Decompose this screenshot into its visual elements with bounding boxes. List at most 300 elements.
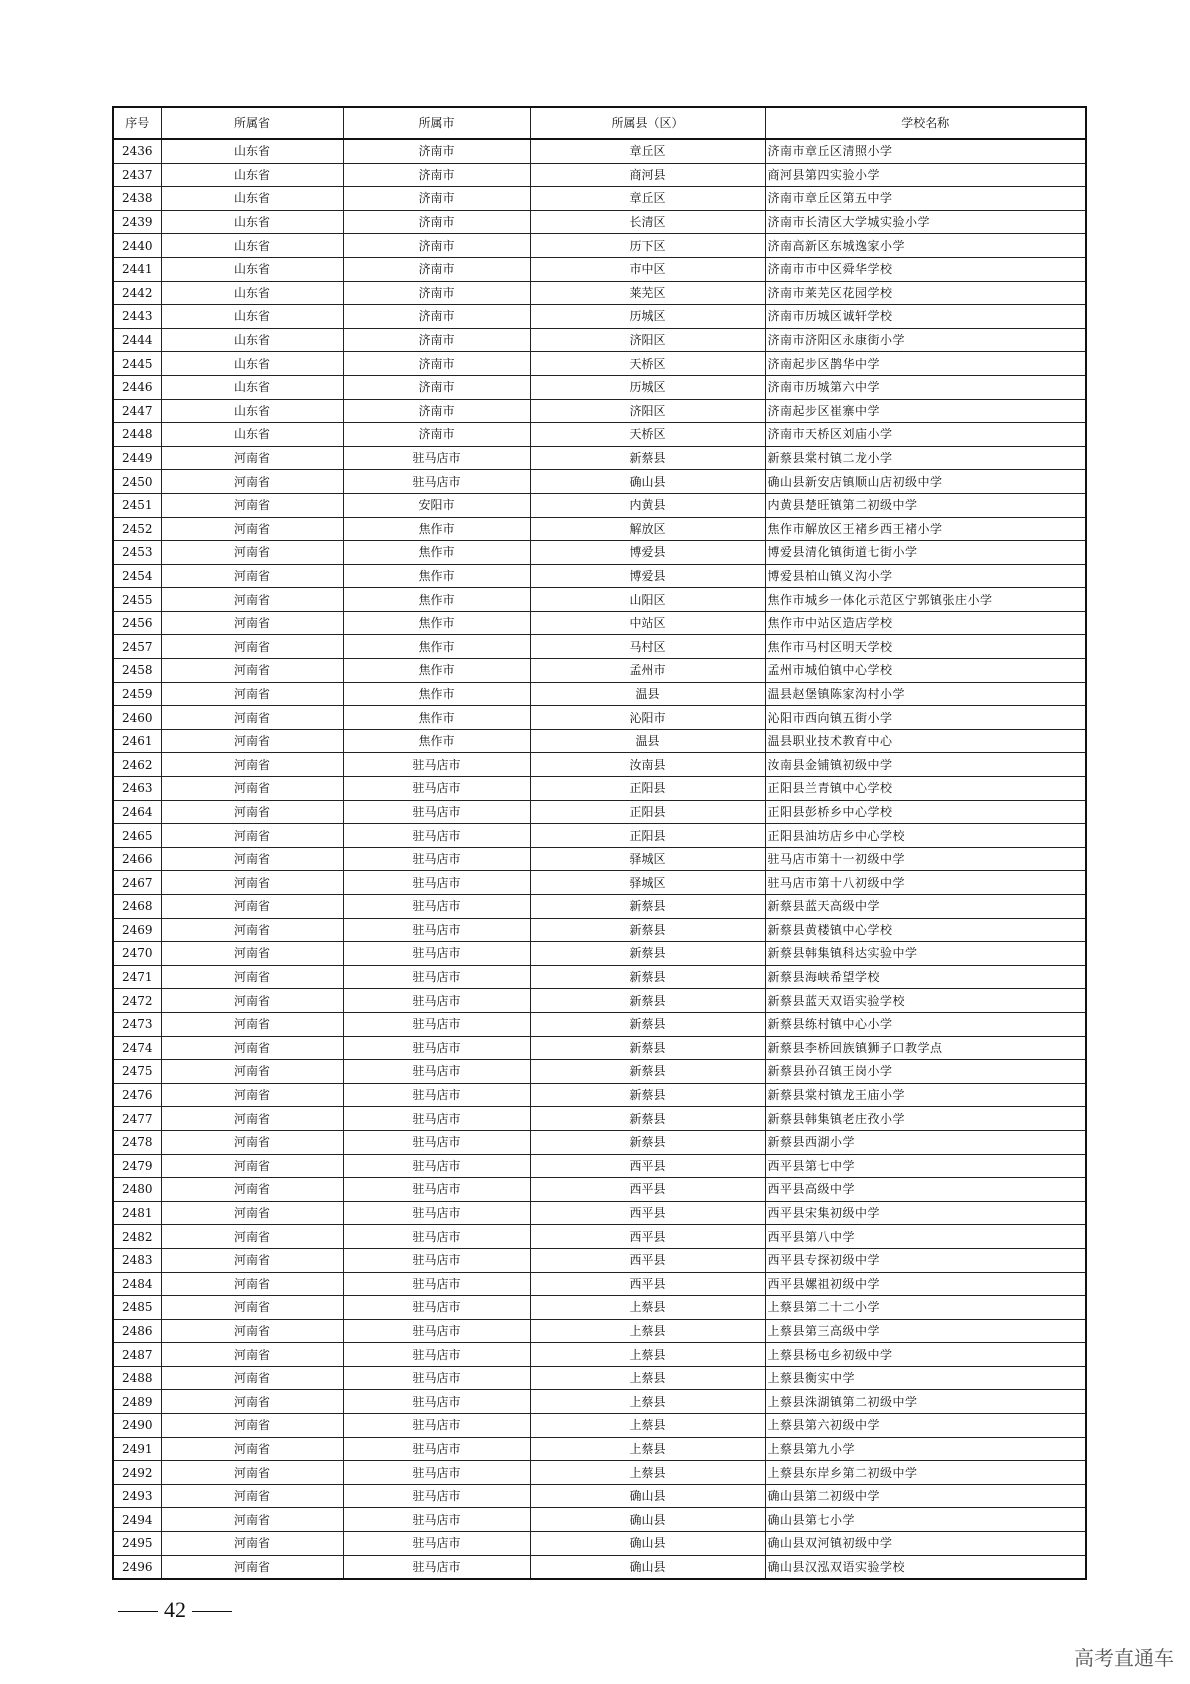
cell-city: 驻马店市: [343, 1366, 530, 1390]
cell-province: 山东省: [161, 187, 343, 211]
cell-school-name: 济南市章丘区清照小学: [765, 139, 1086, 163]
cell-serial: 2446: [113, 375, 161, 399]
cell-school-name: 上蔡县杨屯乡初级中学: [765, 1343, 1086, 1367]
cell-serial: 2481: [113, 1201, 161, 1225]
table-row: [113, 1107, 1086, 1131]
cell-city: 焦作市: [343, 635, 530, 659]
cell-city: 济南市: [343, 352, 530, 376]
cell-province: 河南省: [161, 541, 343, 565]
cell-county: 解放区: [530, 517, 765, 541]
cell-city: 焦作市: [343, 564, 530, 588]
table-row: [113, 1201, 1086, 1225]
cell-province: 河南省: [161, 1532, 343, 1556]
cell-serial: 2462: [113, 753, 161, 777]
cell-province: 河南省: [161, 777, 343, 801]
table-row: [113, 1036, 1086, 1060]
page-number: 42: [164, 1597, 186, 1622]
table-header-row: [113, 107, 1086, 139]
cell-school-name: 新蔡县黄楼镇中心学校: [765, 918, 1086, 942]
cell-school-name: 新蔡县棠村镇二龙小学: [765, 446, 1086, 470]
cell-school-name: 新蔡县孙召镇王岗小学: [765, 1060, 1086, 1084]
cell-school-name: 确山县第二初级中学: [765, 1484, 1086, 1508]
cell-city: 驻马店市: [343, 1343, 530, 1367]
cell-school-name: 焦作市中站区造店学校: [765, 611, 1086, 635]
cell-county: 历城区: [530, 305, 765, 329]
cell-county: 天桥区: [530, 352, 765, 376]
cell-city: 济南市: [343, 399, 530, 423]
cell-province: 山东省: [161, 257, 343, 281]
cell-school-name: 西平县高级中学: [765, 1178, 1086, 1202]
cell-school-name: 济南市莱芜区花园学校: [765, 281, 1086, 305]
table-row: [113, 1532, 1086, 1556]
cell-city: 焦作市: [343, 611, 530, 635]
cell-county: 新蔡县: [530, 1107, 765, 1131]
cell-serial: 2469: [113, 918, 161, 942]
cell-city: 焦作市: [343, 682, 530, 706]
cell-school-name: 新蔡县李桥回族镇狮子口教学点: [765, 1036, 1086, 1060]
cell-serial: 2445: [113, 352, 161, 376]
cell-serial: 2449: [113, 446, 161, 470]
cell-province: 河南省: [161, 847, 343, 871]
cell-province: 河南省: [161, 1012, 343, 1036]
cell-serial: 2456: [113, 611, 161, 635]
table-row: [113, 1248, 1086, 1272]
cell-city: 焦作市: [343, 588, 530, 612]
cell-county: 商河县: [530, 163, 765, 187]
header-county: 所属县（区）: [530, 107, 765, 139]
cell-serial: 2460: [113, 706, 161, 730]
cell-city: 济南市: [343, 423, 530, 447]
table-row: [113, 234, 1086, 258]
cell-city: 驻马店市: [343, 942, 530, 966]
cell-school-name: 博爱县柏山镇义沟小学: [765, 564, 1086, 588]
cell-province: 山东省: [161, 234, 343, 258]
cell-school-name: 西平县第八中学: [765, 1225, 1086, 1249]
table-row: [113, 824, 1086, 848]
cell-serial: 2440: [113, 234, 161, 258]
cell-school-name: 新蔡县西湖小学: [765, 1130, 1086, 1154]
cell-county: 确山县: [530, 470, 765, 494]
cell-county: 新蔡县: [530, 1060, 765, 1084]
cell-city: 驻马店市: [343, 800, 530, 824]
cell-province: 河南省: [161, 1508, 343, 1532]
table-row: [113, 564, 1086, 588]
cell-school-name: 济南高新区东城逸家小学: [765, 234, 1086, 258]
cell-county: 新蔡县: [530, 1012, 765, 1036]
cell-school-name: 正阳县兰青镇中心学校: [765, 777, 1086, 801]
cell-county: 章丘区: [530, 187, 765, 211]
table-row: [113, 1083, 1086, 1107]
cell-county: 新蔡县: [530, 1083, 765, 1107]
cell-serial: 2486: [113, 1319, 161, 1343]
cell-serial: 2448: [113, 423, 161, 447]
cell-county: 历下区: [530, 234, 765, 258]
cell-serial: 2470: [113, 942, 161, 966]
cell-county: 马村区: [530, 635, 765, 659]
cell-serial: 2490: [113, 1414, 161, 1438]
cell-province: 河南省: [161, 1461, 343, 1485]
page-number-footer: [112, 1597, 238, 1623]
cell-school-name: 温县赵堡镇陈家沟村小学: [765, 682, 1086, 706]
cell-school-name: 西平县嫘祖初级中学: [765, 1272, 1086, 1296]
table-row: [113, 352, 1086, 376]
cell-serial: 2476: [113, 1083, 161, 1107]
cell-serial: 2493: [113, 1484, 161, 1508]
cell-county: 新蔡县: [530, 446, 765, 470]
cell-county: 汝南县: [530, 753, 765, 777]
cell-province: 河南省: [161, 1437, 343, 1461]
cell-province: 河南省: [161, 682, 343, 706]
cell-city: 驻马店市: [343, 1437, 530, 1461]
cell-serial: 2487: [113, 1343, 161, 1367]
cell-city: 驻马店市: [343, 470, 530, 494]
cell-serial: 2474: [113, 1036, 161, 1060]
cell-county: 确山县: [530, 1555, 765, 1579]
cell-province: 河南省: [161, 1366, 343, 1390]
cell-serial: 2452: [113, 517, 161, 541]
cell-county: 西平县: [530, 1154, 765, 1178]
cell-county: 新蔡县: [530, 918, 765, 942]
cell-province: 河南省: [161, 1272, 343, 1296]
cell-city: 安阳市: [343, 493, 530, 517]
table-row: [113, 1225, 1086, 1249]
table-row: [113, 729, 1086, 753]
cell-county: 中站区: [530, 611, 765, 635]
cell-province: 河南省: [161, 635, 343, 659]
cell-city: 济南市: [343, 139, 530, 163]
cell-city: 济南市: [343, 375, 530, 399]
cell-serial: 2494: [113, 1508, 161, 1532]
cell-school-name: 新蔡县棠村镇龙王庙小学: [765, 1083, 1086, 1107]
table-row: [113, 470, 1086, 494]
cell-serial: 2437: [113, 163, 161, 187]
cell-city: 驻马店市: [343, 1319, 530, 1343]
cell-city: 焦作市: [343, 706, 530, 730]
cell-school-name: 新蔡县蓝天双语实验学校: [765, 989, 1086, 1013]
table-row: [113, 517, 1086, 541]
cell-school-name: 确山县第七小学: [765, 1508, 1086, 1532]
cell-city: 驻马店市: [343, 871, 530, 895]
table-row: [113, 1508, 1086, 1532]
cell-county: 济阳区: [530, 399, 765, 423]
cell-county: 孟州市: [530, 659, 765, 683]
cell-city: 驻马店市: [343, 446, 530, 470]
header-school-name: 学校名称: [765, 107, 1086, 139]
cell-serial: 2444: [113, 328, 161, 352]
cell-school-name: 驻马店市第十一初级中学: [765, 847, 1086, 871]
cell-school-name: 焦作市马村区明天学校: [765, 635, 1086, 659]
cell-serial: 2484: [113, 1272, 161, 1296]
table-row: [113, 1154, 1086, 1178]
cell-city: 济南市: [343, 328, 530, 352]
cell-school-name: 驻马店市第十八初级中学: [765, 871, 1086, 895]
table-row: [113, 918, 1086, 942]
cell-city: 驻马店市: [343, 1484, 530, 1508]
cell-serial: 2451: [113, 493, 161, 517]
table-row: [113, 281, 1086, 305]
cell-county: 正阳县: [530, 777, 765, 801]
footer-dash-left: [118, 1611, 158, 1612]
cell-serial: 2439: [113, 210, 161, 234]
table-row: [113, 187, 1086, 211]
watermark-text: 高考直通车: [1074, 1646, 1174, 1670]
cell-serial: 2458: [113, 659, 161, 683]
cell-county: 沁阳市: [530, 706, 765, 730]
table-row: [113, 1296, 1086, 1320]
cell-county: 驿城区: [530, 871, 765, 895]
cell-county: 新蔡县: [530, 1130, 765, 1154]
table-row: [113, 328, 1086, 352]
cell-serial: 2482: [113, 1225, 161, 1249]
table-row: [113, 1366, 1086, 1390]
table-row: [113, 682, 1086, 706]
table-row: [113, 1390, 1086, 1414]
cell-serial: 2463: [113, 777, 161, 801]
cell-serial: 2443: [113, 305, 161, 329]
cell-province: 河南省: [161, 611, 343, 635]
cell-province: 河南省: [161, 446, 343, 470]
cell-school-name: 新蔡县韩集镇科达实验中学: [765, 942, 1086, 966]
cell-province: 河南省: [161, 1319, 343, 1343]
cell-province: 山东省: [161, 281, 343, 305]
cell-school-name: 确山县汉泓双语实验学校: [765, 1555, 1086, 1579]
cell-serial: 2475: [113, 1060, 161, 1084]
cell-province: 山东省: [161, 399, 343, 423]
cell-county: 新蔡县: [530, 895, 765, 919]
cell-province: 山东省: [161, 305, 343, 329]
header-city: 所属市: [343, 107, 530, 139]
table-row: [113, 1461, 1086, 1485]
table-row: [113, 800, 1086, 824]
cell-school-name: 济南市市中区舜华学校: [765, 257, 1086, 281]
cell-province: 山东省: [161, 352, 343, 376]
cell-serial: 2453: [113, 541, 161, 565]
cell-province: 河南省: [161, 1083, 343, 1107]
cell-county: 西平县: [530, 1248, 765, 1272]
cell-serial: 2455: [113, 588, 161, 612]
cell-province: 山东省: [161, 210, 343, 234]
cell-serial: 2454: [113, 564, 161, 588]
cell-county: 长清区: [530, 210, 765, 234]
cell-county: 天桥区: [530, 423, 765, 447]
cell-school-name: 上蔡县洙湖镇第二初级中学: [765, 1390, 1086, 1414]
cell-city: 驻马店市: [343, 1178, 530, 1202]
table-row: [113, 446, 1086, 470]
cell-serial: 2459: [113, 682, 161, 706]
cell-county: 上蔡县: [530, 1319, 765, 1343]
cell-serial: 2496: [113, 1555, 161, 1579]
cell-school-name: 确山县双河镇初级中学: [765, 1532, 1086, 1556]
cell-school-name: 济南起步区鹊华中学: [765, 352, 1086, 376]
cell-school-name: 孟州市城伯镇中心学校: [765, 659, 1086, 683]
cell-county: 山阳区: [530, 588, 765, 612]
table-row: [113, 989, 1086, 1013]
cell-school-name: 博爱县清化镇街道七街小学: [765, 541, 1086, 565]
cell-city: 济南市: [343, 210, 530, 234]
cell-province: 山东省: [161, 139, 343, 163]
cell-county: 上蔡县: [530, 1414, 765, 1438]
cell-school-name: 西平县宋集初级中学: [765, 1201, 1086, 1225]
cell-county: 西平县: [530, 1201, 765, 1225]
cell-city: 驻马店市: [343, 1390, 530, 1414]
table-row: [113, 1343, 1086, 1367]
table-row: [113, 1484, 1086, 1508]
cell-serial: 2467: [113, 871, 161, 895]
cell-serial: 2473: [113, 1012, 161, 1036]
cell-city: 驻马店市: [343, 1248, 530, 1272]
cell-province: 河南省: [161, 470, 343, 494]
cell-serial: 2465: [113, 824, 161, 848]
cell-serial: 2471: [113, 965, 161, 989]
header-province: 所属省: [161, 107, 343, 139]
cell-city: 驻马店市: [343, 1201, 530, 1225]
cell-city: 焦作市: [343, 659, 530, 683]
table-row: [113, 375, 1086, 399]
cell-province: 河南省: [161, 895, 343, 919]
table-body: [113, 139, 1086, 1579]
cell-school-name: 上蔡县第二十二小学: [765, 1296, 1086, 1320]
cell-province: 河南省: [161, 706, 343, 730]
cell-school-name: 济南市天桥区刘庙小学: [765, 423, 1086, 447]
cell-province: 山东省: [161, 328, 343, 352]
cell-city: 驻马店市: [343, 989, 530, 1013]
cell-county: 上蔡县: [530, 1461, 765, 1485]
cell-county: 确山县: [530, 1484, 765, 1508]
cell-province: 河南省: [161, 517, 343, 541]
cell-province: 河南省: [161, 1484, 343, 1508]
cell-school-name: 新蔡县海峡希望学校: [765, 965, 1086, 989]
cell-serial: 2457: [113, 635, 161, 659]
table-row: [113, 777, 1086, 801]
cell-county: 济阳区: [530, 328, 765, 352]
cell-county: 西平县: [530, 1225, 765, 1249]
cell-school-name: 济南市历城区诚轩学校: [765, 305, 1086, 329]
cell-city: 焦作市: [343, 729, 530, 753]
cell-school-name: 上蔡县第九小学: [765, 1437, 1086, 1461]
cell-school-name: 温县职业技术教育中心: [765, 729, 1086, 753]
table-row: [113, 588, 1086, 612]
cell-province: 河南省: [161, 1248, 343, 1272]
cell-province: 山东省: [161, 423, 343, 447]
cell-serial: 2480: [113, 1178, 161, 1202]
cell-county: 温县: [530, 682, 765, 706]
cell-serial: 2478: [113, 1130, 161, 1154]
cell-province: 河南省: [161, 965, 343, 989]
table-row: [113, 895, 1086, 919]
cell-serial: 2472: [113, 989, 161, 1013]
cell-school-name: 上蔡县衡实中学: [765, 1366, 1086, 1390]
cell-province: 河南省: [161, 1343, 343, 1367]
cell-school-name: 汝南县金铺镇初级中学: [765, 753, 1086, 777]
cell-school-name: 沁阳市西向镇五街小学: [765, 706, 1086, 730]
table-row: [113, 1319, 1086, 1343]
table-row: [113, 541, 1086, 565]
cell-city: 驻马店市: [343, 1154, 530, 1178]
cell-county: 确山县: [530, 1532, 765, 1556]
table-row: [113, 611, 1086, 635]
cell-school-name: 正阳县彭桥乡中心学校: [765, 800, 1086, 824]
cell-county: 正阳县: [530, 800, 765, 824]
cell-city: 焦作市: [343, 517, 530, 541]
cell-province: 河南省: [161, 1414, 343, 1438]
cell-province: 河南省: [161, 1390, 343, 1414]
cell-city: 驻马店市: [343, 1414, 530, 1438]
cell-school-name: 上蔡县第六初级中学: [765, 1414, 1086, 1438]
cell-school-name: 上蔡县东岸乡第二初级中学: [765, 1461, 1086, 1485]
table-row: [113, 1414, 1086, 1438]
cell-province: 河南省: [161, 1036, 343, 1060]
table-row: [113, 871, 1086, 895]
cell-county: 上蔡县: [530, 1366, 765, 1390]
cell-city: 焦作市: [343, 541, 530, 565]
cell-school-name: 内黄县楚旺镇第二初级中学: [765, 493, 1086, 517]
table-row: [113, 635, 1086, 659]
cell-serial: 2436: [113, 139, 161, 163]
cell-city: 驻马店市: [343, 777, 530, 801]
cell-serial: 2477: [113, 1107, 161, 1131]
cell-city: 驻马店市: [343, 918, 530, 942]
cell-serial: 2479: [113, 1154, 161, 1178]
cell-city: 驻马店市: [343, 1555, 530, 1579]
cell-county: 正阳县: [530, 824, 765, 848]
cell-city: 驻马店市: [343, 1461, 530, 1485]
table-row: [113, 1130, 1086, 1154]
cell-province: 河南省: [161, 871, 343, 895]
cell-county: 驿城区: [530, 847, 765, 871]
table-row: [113, 1272, 1086, 1296]
cell-city: 驻马店市: [343, 895, 530, 919]
cell-school-name: 济南市章丘区第五中学: [765, 187, 1086, 211]
cell-serial: 2492: [113, 1461, 161, 1485]
cell-school-name: 济南起步区崔寨中学: [765, 399, 1086, 423]
cell-province: 河南省: [161, 493, 343, 517]
table-row: [113, 257, 1086, 281]
cell-province: 河南省: [161, 659, 343, 683]
cell-province: 河南省: [161, 918, 343, 942]
cell-city: 济南市: [343, 163, 530, 187]
cell-serial: 2488: [113, 1366, 161, 1390]
cell-city: 驻马店市: [343, 1083, 530, 1107]
cell-school-name: 新蔡县蓝天高级中学: [765, 895, 1086, 919]
cell-city: 驻马店市: [343, 847, 530, 871]
cell-county: 博爱县: [530, 564, 765, 588]
cell-serial: 2495: [113, 1532, 161, 1556]
cell-serial: 2485: [113, 1296, 161, 1320]
school-list-table: [112, 106, 1087, 1580]
cell-province: 河南省: [161, 1060, 343, 1084]
cell-province: 山东省: [161, 375, 343, 399]
cell-city: 驻马店市: [343, 824, 530, 848]
table-row: [113, 210, 1086, 234]
cell-serial: 2464: [113, 800, 161, 824]
table-row: [113, 399, 1086, 423]
cell-serial: 2491: [113, 1437, 161, 1461]
cell-school-name: 商河县第四实验小学: [765, 163, 1086, 187]
cell-school-name: 上蔡县第三高级中学: [765, 1319, 1086, 1343]
cell-province: 河南省: [161, 1178, 343, 1202]
cell-city: 驻马店市: [343, 1508, 530, 1532]
table-row: [113, 1012, 1086, 1036]
cell-city: 驻马店市: [343, 965, 530, 989]
cell-province: 河南省: [161, 1130, 343, 1154]
cell-city: 驻马店市: [343, 1036, 530, 1060]
cell-province: 河南省: [161, 1107, 343, 1131]
cell-city: 济南市: [343, 281, 530, 305]
cell-county: 西平县: [530, 1272, 765, 1296]
cell-province: 河南省: [161, 1555, 343, 1579]
cell-school-name: 西平县专探初级中学: [765, 1248, 1086, 1272]
cell-school-name: 焦作市解放区王褚乡西王褚小学: [765, 517, 1086, 541]
